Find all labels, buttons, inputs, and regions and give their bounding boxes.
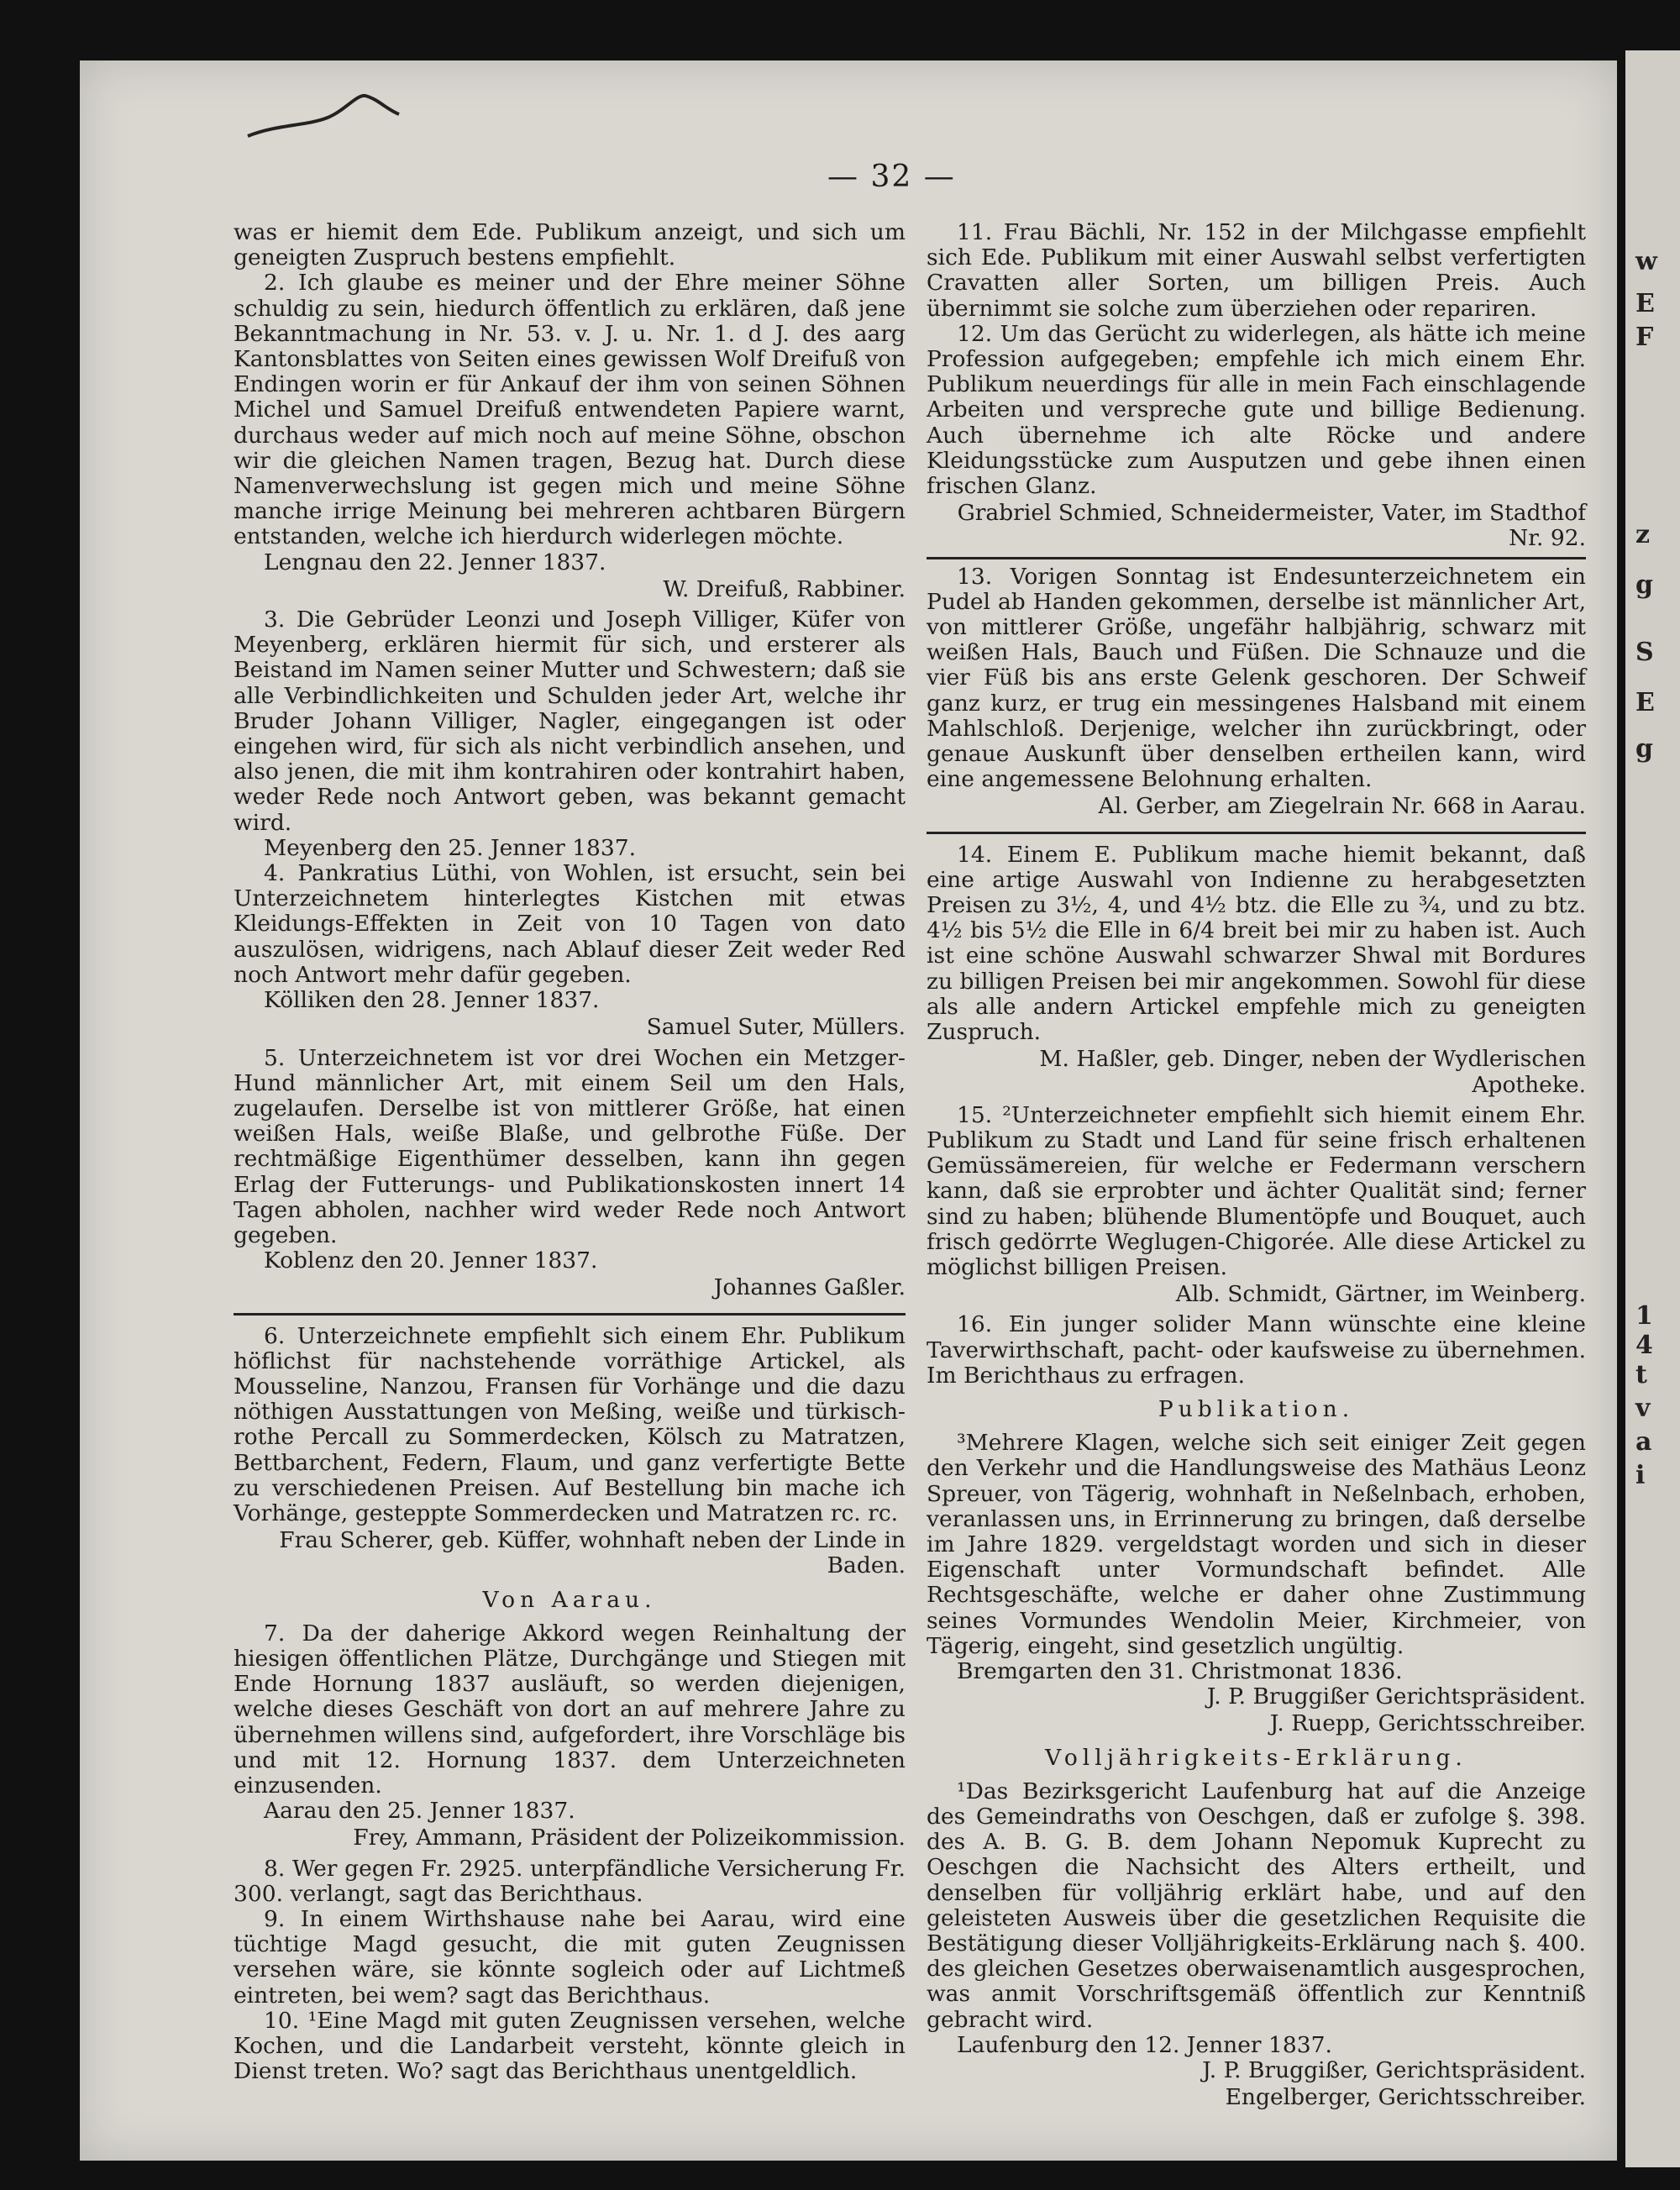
publication-signature: J. Ruepp, Gerichtsschreiber. xyxy=(1269,1710,1586,1737)
notice-signature: Frau Scherer, geb. Küffer, wohnhaft neben der Linde in Baden. xyxy=(279,1527,906,1579)
publication-text: ³Mehrere Klagen, welche sich seit einiger Zeit gegen den Verkehr und die Handlungsweise des Mathäus Leonz Spreuer, von Tägerig, wohnhaft in Neßelnbach, erhoben, veranlassen uns, in Errinnerung zu bringen, daß derselbe im Jahre 1829. vergeldstagt worden und sich in dieser Eigenschaft unter Vormundschaft befindet. Alle Rechtsgeschäfte, welche er daher ohne Zustimmung seines Vormundes Wendolin Meier, Kirchmeier, von Tägerig, eingeht, sind gesetzlich ungültig. xyxy=(927,1430,1586,1659)
notice-date: Lengnau den 22. Jenner 1837. xyxy=(264,549,606,575)
notice-date: Koblenz den 20. Jenner 1837. xyxy=(264,1247,598,1274)
page-number: — 32 — xyxy=(827,160,956,194)
notice-signature: Samuel Suter, Müllers. xyxy=(646,1014,906,1041)
notice-date: Meyenberg den 25. Jenner 1837. xyxy=(264,834,637,861)
section-heading: Von Aarau. xyxy=(482,1586,657,1613)
adjacent-page-fragment: 4 xyxy=(1635,1331,1653,1360)
notice-signature: M. Haßler, geb. Dinger, neben der Wydlerischen Apotheke. xyxy=(1039,1046,1586,1098)
majority-text: ¹Das Bezirksgericht Laufenburg hat auf die Anzeige des Gemeindraths von Oeschgen, daß er zufolge §. 398. des A. B. G. B. dem Johann Nepomuk Kuprecht zu Oeschgen die Nachsicht des Alters ertheilt, und denselben für volljährig erklärt habe, und auf den geleisteten Ausweis über die gesetzlichen Requisite die Bestätigung dieser Volljährigkeits-Erklärung nach §. 400. des gleichen Gesetzes oberwaisenamtlich ausgesprochen, was anmit Vorschriftsgemäß öffentlich zur Kenntniß gebracht wird. xyxy=(927,1778,1586,2033)
notice-text: 11. Frau Bächli, Nr. 152 in der Milchgasse empfiehlt sich Ede. Publikum mit einer Auswahl selbst verfertigten Cravatten aller Sorten, um billigen Preis. Auch übernimmt sie solche zum überziehen oder repariren. xyxy=(927,219,1586,322)
intro-text: was er hiemit dem Ede. Publikum anzeigt, und sich um geneigten Zuspruch bestens empfiehlt. xyxy=(234,219,906,271)
notice-text: 7. Da der daherige Akkord wegen Reinhaltung der hiesigen öffentlichen Plätze, Durchgänge und Stiegen mit Ende Hornung 1837 ausläuft, so werden diejenigen, welche dieses Geschäft von dort an auf mehrere Jahre zu übernehmen willens sind, aufgefordert, ihre Vorschläge bis und mit 12. Hornung 1837. dem Unterzeichneten einzusenden. xyxy=(234,1620,906,1799)
adjacent-page-fragment: i xyxy=(1635,1461,1646,1490)
notice-text: 13. Vorigen Sonntag ist Endesunterzeichnetem ein Pudel ab Handen gekommen, derselbe ist männlicher Art, von mittlerer Größe, ungefähr halbjährig, schwarz mit weißen Hals, Bauch und Füßen. Die Schnauze und die vier Füß bis ans erste Gelenk geschoren. Der Schweif ganz kurz, er trug ein messingenes Halsband mit einem Mahlschloß. Derjenige, welcher ihn zurückbringt, oder genaue Auskunft über denselben ertheilen kann, wird eine angemessene Belohnung erhalten. xyxy=(927,563,1586,793)
majority-heading: Volljährigkeits-Erklärung. xyxy=(1045,1744,1467,1771)
majority-date: Laufenburg den 12. Jenner 1837. xyxy=(957,2031,1332,2058)
adjacent-page-fragment: F xyxy=(1635,323,1654,352)
adjacent-page-fragment: g xyxy=(1635,734,1653,764)
adjacent-page-fragment: g xyxy=(1635,570,1653,600)
notice-signature: Grabriel Schmied, Schneidermeister, Vater, im Stadthof Nr. 92. xyxy=(957,500,1586,552)
majority-signature: J. P. Bruggißer, Gerichtspräsident. xyxy=(1202,2057,1586,2084)
notice-text: 5. Unterzeichnetem ist vor drei Wochen ein Metzger-Hund männlicher Art, mit einem Seil um den Hals, zugelaufen. Derselbe ist von mittlerer Größe, hat einen weißen Hals, weiße Blaße, und gelbrothe Füße. Der rechtmäßige Eigenthümer desselben, kann ihn gegen Erlag der Futterungs- und Publikationskosten innert 14 Tagen abholen, nachher wird weder Rede noch Antwort gegeben. xyxy=(234,1044,906,1248)
notice-text: 16. Ein junger solider Mann wünschte eine kleine Taverwirthschaft, pacht- oder kaufsweise zu übernehmen. Im Berichthaus zu erfragen. xyxy=(927,1311,1586,1389)
adjacent-page-edge xyxy=(1625,50,1680,2167)
notice-text: 3. Die Gebrüder Leonzi und Joseph Villiger, Küfer von Meyenberg, erklären hiermit für sich, und ersterer als Beistand im Namen seiner Mutter und Schwestern; daß sie alle Verbindlichkeiten und Schulden jeder Art, welche ihr Bruder Johann Villiger, Nagler, eingegangen ist oder eingehen wird, für sich als nicht verbindlich ansehen, und also jenen, die mit ihm kontrahiren oder kontrahirt haben, weder Rede noch Antwort geben, was bekannt gemacht wird. xyxy=(234,607,906,836)
notice-text: 15. ²Unterzeichneter empfiehlt sich hiemit einem Ehr. Publikum zu Stadt und Land für seine frisch erhaltenen Gemüssämereien, für welche er Federmann verschern kann, daß sie erprobter und ächter Qualität sind; ferner sind zu haben; blühende Blumentöpfe und Bouquet, auch frisch gedörrte Weglugen-Chigorée. Alle diese Artickel zu möglichst billigen Preisen. xyxy=(927,1101,1586,1280)
adjacent-page-fragment: 1 xyxy=(1635,1301,1653,1331)
notice-date: Aarau den 25. Jenner 1837. xyxy=(264,1798,575,1825)
adjacent-page-fragment: S xyxy=(1635,638,1654,667)
notice-signature: Alb. Schmidt, Gärtner, im Weinberg. xyxy=(1175,1281,1586,1308)
adjacent-page-fragment: z xyxy=(1635,520,1651,549)
notice-text: 10. ¹Eine Magd mit guten Zeugnissen versehen, welche Kochen, und die Landarbeit versteht, könnte gleich in Dienst treten. Wo? sagt das Berichthaus unentgeldlich. xyxy=(234,2007,906,2085)
notice-text: 4. Pankratius Lüthi, von Wohlen, ist ersucht, sein bei Unterzeichnetem hinterlegtes Kistchen mit etwas Kleidungs-Effekten in Zeit von 10 Tagen von dato auszulösen, widrigens, nach Ablauf dieser Zeit weder Red noch Antwort mehr dafür gegeben. xyxy=(234,860,906,988)
notice-signature: Al. Gerber, am Ziegelrain Nr. 668 in Aarau. xyxy=(1098,793,1586,820)
notice-signature: W. Dreifuß, Rabbiner. xyxy=(663,575,906,602)
adjacent-page-fragment: a xyxy=(1635,1427,1652,1457)
notice-text: 6. Unterzeichnete empfiehlt sich einem Ehr. Publikum höflichst für nachstehende vorräthige Artickel, als Mousseline, Nanzou, Fransen für Vorhänge und die dazu nöthigen Ausstattungen von Meßing, weiße und türkisch-rothe Percall zu Sommerdecken, Kölsch zu Matratzen, Bettbarchent, Federn, Flaum, und ganz verfertigte Bette zu verschiedenen Preisen. Auf Bestellung bin mache ich Vorhänge, gesteppte Sommerdecken und Matratzen rc. rc. xyxy=(234,1322,906,1526)
publication-date: Bremgarten den 31. Christmonat 1836. xyxy=(957,1657,1403,1684)
divider xyxy=(927,557,1586,559)
notice-date: Kölliken den 28. Jenner 1837. xyxy=(264,987,600,1014)
adjacent-page-fragment: w xyxy=(1635,247,1657,276)
left-column xyxy=(234,220,906,2084)
pen-mark xyxy=(244,84,412,151)
notice-signature: Johannes Gaßler. xyxy=(713,1274,906,1301)
divider xyxy=(927,832,1586,834)
adjacent-page-fragment: E xyxy=(1635,688,1655,717)
publication-heading: Publikation. xyxy=(1158,1395,1355,1422)
notice-text: 2. Ich glaube es meiner und der Ehre meiner Söhne schuldig zu sein, hiedurch öffentlich zu erklären, daß jene Bekanntmachung in Nr. 53. v. J. u. Nr. 1. d J. des aarg Kantonsblattes von Seiten eines gewissen Wolf Dreifuß von Endingen worin er für Ankauf der ihm von seinen Söhnen Michel und Samuel Dreifuß entwendeten Papiere warnt, durchaus weder auf mich noch auf meine Söhne, obschon wir die gleichen Namen tragen, Bezug hat. Durch diese Namenverwechslung ist gegen mich und meine Söhne manche irrige Meinung bei mehreren achtbaren Bürgern entstanden, welche ich hierdurch widerlegen möchte. xyxy=(234,270,906,550)
right-column xyxy=(927,220,1586,2115)
adjacent-page-fragment: v xyxy=(1635,1394,1651,1423)
notice-text: 9. In einem Wirthshause nahe bei Aarau, wird eine tüchtige Magd gesucht, die mit guten Zeugnissen versehen wäre, sie könnte sogleich oder auf Lichtmeß eintreten, bei wem? sagt das Berichthaus. xyxy=(234,1906,906,2009)
adjacent-page-fragment: E xyxy=(1635,289,1655,318)
notice-text: 12. Um das Gerücht zu widerlegen, als hätte ich meine Profession aufgegeben; empfehle ich mich einem Ehr. Publikum neuerdings für alle in mein Fach einschlagende Arbeiten und verspreche gute und billige Bedienung. Auch übernehme ich alte Röcke und andere Kleidungsstücke zum Ausputzen und gebe ihnen einen frischen Glanz. xyxy=(927,320,1586,500)
majority-signature: Engelberger, Gerichtsschreiber. xyxy=(1225,2084,1586,2111)
publication-signature: J. P. Bruggißer Gerichtspräsident. xyxy=(1206,1683,1586,1710)
adjacent-page-fragment: t xyxy=(1635,1360,1647,1389)
notice-text: 8. Wer gegen Fr. 2925. unterpfändliche Versicherung Fr. 300. verlangt, sagt das Berichthaus. xyxy=(234,1855,906,1907)
notice-signature: Frey, Ammann, Präsident der Polizeikommission. xyxy=(353,1825,906,1851)
divider xyxy=(234,1313,906,1316)
notice-text: 14. Einem E. Publikum mache hiemit bekannt, daß eine artige Auswahl von Indienne zu herabgesetzten Preisen zu 3½, 4, und 4½ btz. die Elle zu ¾, und zu btz. 4½ bis 5½ die Elle in 6/4 breit bei mir zu haben ist. Auch ist eine schöne Auswahl schwarzer Shwal mit Bordures zu billigen Preisen bei mir angekommen. Sowohl für diese als alle andern Artickel empfehle mich zu geneigten Zuspruch. xyxy=(927,841,1586,1046)
